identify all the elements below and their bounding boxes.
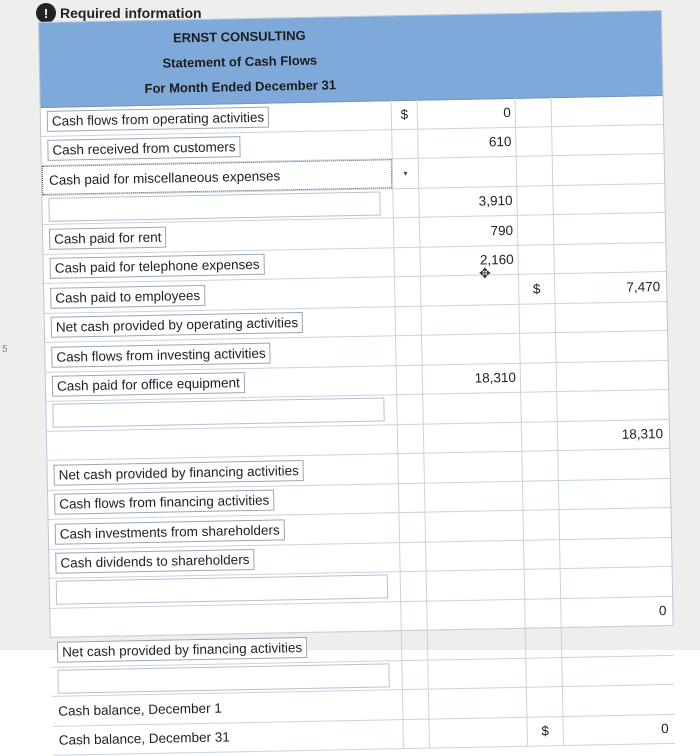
dropdown-arrow-icon[interactable]: ▾ [392,159,419,188]
total-input[interactable] [551,125,664,156]
dollar-sign [395,336,422,365]
row-label-select[interactable]: Cash paid for telephone expenses [43,248,393,283]
amount-input[interactable] [421,304,520,334]
dollar-sign [392,188,419,217]
amount-input[interactable] [423,422,522,452]
dollar-sign [391,129,418,158]
dollar-sign [399,542,426,571]
total-input[interactable] [561,655,674,686]
total-input[interactable] [556,360,669,391]
row-label-select[interactable]: Net cash provided by operating activities [45,307,395,342]
dollar-sign [393,218,420,247]
statement-period: For Month Ended December 31 [144,77,337,96]
total-input[interactable]: 0 [562,714,675,745]
dollar-sign [393,247,420,276]
amount-input[interactable] [424,481,523,511]
row-label-select[interactable]: Cash paid to employees [44,277,394,312]
amount-input[interactable] [421,334,520,364]
total-input[interactable]: 18,310 [557,419,670,450]
dollar-sign: $ [391,100,418,129]
amount-input[interactable]: 18,310 [422,363,521,393]
dollar-sign [395,306,422,335]
row-label-select[interactable]: Net cash provided by financing activities [47,454,397,489]
total-input[interactable] [558,508,671,539]
amount-input[interactable] [418,157,517,187]
dollar-sign [519,304,556,333]
total-input[interactable] [559,537,672,568]
amount-input[interactable]: 2,160 [419,245,518,275]
row-label-select[interactable]: Cash received from customers [41,130,391,165]
dollar-sign [398,513,425,542]
dollar-sign [520,392,557,421]
dollar-sign [519,333,556,362]
amount-input[interactable] [428,717,527,747]
amount-input[interactable] [422,393,521,423]
amount-input[interactable] [420,275,519,305]
row-label-select[interactable]: Cash balance, December 1 [58,700,222,719]
dollar-sign: $ [518,274,555,303]
row-label-select[interactable]: Cash paid for office equipment [46,366,396,401]
dollar-sign [400,572,427,601]
info-icon[interactable]: ! [36,3,56,23]
dollar-sign [515,97,552,126]
dollar-sign [522,481,559,510]
amount-input[interactable] [423,452,522,482]
row-label-select[interactable]: Net cash provided by financing activities [51,631,401,666]
total-input[interactable] [552,184,665,215]
total-input[interactable] [551,95,664,126]
dollar-sign [523,540,560,569]
dollar-sign [398,483,425,512]
dollar-sign [524,569,561,598]
dollar-sign [522,510,559,539]
amount-input[interactable]: 3,910 [418,186,517,216]
row-label-select[interactable]: Cash flows from operating activities [41,100,391,135]
row-label-select[interactable]: Cash flows from financing activities [48,484,398,519]
dollar-sign [521,451,558,480]
row-label-select[interactable]: Cash paid for miscellaneous expenses [42,159,392,194]
dollar-sign [401,660,428,689]
total-input[interactable] [561,626,674,657]
dollar-sign [517,245,554,274]
dollar-sign [402,690,429,719]
amount-input[interactable] [428,688,527,718]
dollar-sign [515,127,552,156]
amount-input[interactable]: 0 [417,98,516,128]
total-input[interactable] [555,301,668,332]
dollar-sign [516,156,553,185]
amount-input[interactable]: 610 [417,127,516,157]
amount-input[interactable] [426,570,525,600]
row-label-select[interactable]: Cash dividends to shareholders [49,543,399,578]
dollar-sign [517,215,554,244]
move-cursor-icon: ✥ [479,265,491,281]
dollar-sign [396,365,423,394]
statement-title: Statement of Cash Flows [162,52,318,71]
statement-header [39,11,663,108]
row-label-select[interactable]: Cash paid for rent [43,218,393,253]
company-name: ERNST CONSULTING [172,27,306,46]
amount-input[interactable] [427,629,526,659]
total-input[interactable] [553,213,666,244]
dollar-sign [396,395,423,424]
amount-input[interactable]: 790 [419,216,518,246]
statement-grid [41,95,675,756]
margin-mark: 5 [2,344,8,355]
dollar-sign [401,631,428,660]
dollar-sign [521,422,558,451]
dollar-sign [525,658,562,687]
row-label-select[interactable]: Cash balance, December 31 [58,729,231,748]
row-label-select[interactable]: Cash investments from shareholders [49,513,399,548]
total-input[interactable] [552,154,665,185]
total-input[interactable]: 0 [560,596,673,627]
dollar-sign [524,599,561,628]
dollar-sign [525,628,562,657]
amount-input[interactable] [426,599,525,629]
total-input[interactable] [558,478,671,509]
total-input[interactable] [556,390,669,421]
total-input[interactable] [560,567,673,598]
total-input[interactable]: 7,470 [554,272,667,303]
dollar-sign: $ [526,717,563,746]
row-label-select[interactable]: Cash flows from investing activities [45,336,395,371]
total-input[interactable] [557,449,670,480]
amount-input[interactable] [427,658,526,688]
required-info-title: Required information [60,5,202,21]
dollar-sign [402,719,429,748]
dollar-sign [520,363,557,392]
total-input[interactable] [562,685,675,716]
dollar-sign [397,454,424,483]
cash-flow-statement [38,10,674,748]
dollar-sign [526,687,563,716]
dollar-sign [516,186,553,215]
dollar-sign [397,424,424,453]
amount-input[interactable] [424,511,523,541]
amount-input[interactable] [425,540,524,570]
total-input[interactable] [553,242,666,273]
dollar-sign [400,601,427,630]
total-input[interactable] [555,331,668,362]
dollar-sign [394,277,421,306]
